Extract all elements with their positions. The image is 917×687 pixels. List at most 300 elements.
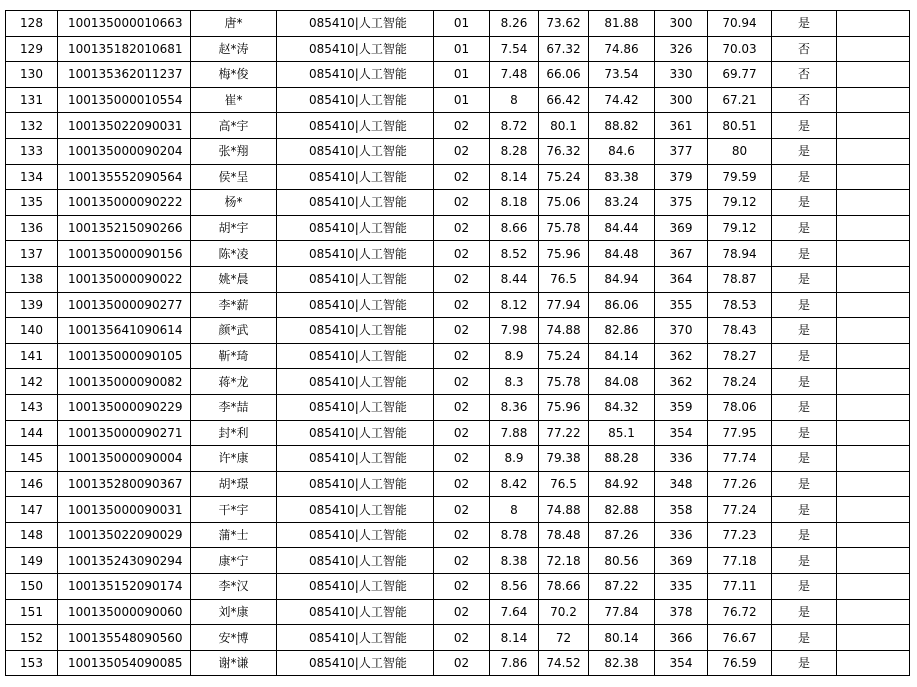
cell-row-number: 130 — [6, 62, 58, 88]
cell-empty — [837, 62, 910, 88]
table-row — [6, 11, 910, 37]
cell-final-score: 79.12 — [708, 190, 772, 216]
cell-direction-code: 01 — [434, 87, 490, 113]
cell-major: 085410|人工智能 — [277, 11, 434, 37]
cell-admitted-flag: 是 — [772, 650, 837, 676]
cell-direction-code: 02 — [434, 138, 490, 164]
cell-admitted-flag: 是 — [772, 292, 837, 318]
cell-score-a: 8.3 — [490, 369, 539, 395]
table-row — [6, 394, 910, 420]
cell-empty — [837, 36, 910, 62]
cell-initial-score: 326 — [655, 36, 708, 62]
cell-exam-id: 100135000090105 — [58, 343, 191, 369]
cell-initial-score: 377 — [655, 138, 708, 164]
table-row — [6, 318, 910, 344]
cell-empty — [837, 215, 910, 241]
cell-major: 085410|人工智能 — [277, 292, 434, 318]
cell-initial-score: 378 — [655, 599, 708, 625]
cell-row-number: 141 — [6, 343, 58, 369]
cell-major: 085410|人工智能 — [277, 548, 434, 574]
cell-score-b: 75.24 — [539, 343, 589, 369]
cell-direction-code: 02 — [434, 574, 490, 600]
cell-row-number: 147 — [6, 497, 58, 523]
cell-empty — [837, 574, 910, 600]
cell-exam-id: 100135000010663 — [58, 11, 191, 37]
cell-total-score: 88.82 — [589, 113, 655, 139]
cell-exam-id: 100135000090082 — [58, 369, 191, 395]
cell-direction-code: 02 — [434, 522, 490, 548]
cell-score-b: 75.96 — [539, 394, 589, 420]
cell-score-a: 7.48 — [490, 62, 539, 88]
cell-exam-id: 100135641090614 — [58, 318, 191, 344]
cell-total-score: 82.38 — [589, 650, 655, 676]
cell-final-score: 69.77 — [708, 62, 772, 88]
cell-row-number: 145 — [6, 446, 58, 472]
cell-candidate-name: 李*薪 — [191, 292, 277, 318]
cell-major: 085410|人工智能 — [277, 241, 434, 267]
cell-empty — [837, 87, 910, 113]
cell-score-b: 67.32 — [539, 36, 589, 62]
cell-empty — [837, 138, 910, 164]
cell-direction-code: 02 — [434, 164, 490, 190]
cell-initial-score: 369 — [655, 548, 708, 574]
cell-empty — [837, 241, 910, 267]
cell-total-score: 84.14 — [589, 343, 655, 369]
cell-total-score: 84.32 — [589, 394, 655, 420]
cell-direction-code: 01 — [434, 62, 490, 88]
cell-total-score: 85.1 — [589, 420, 655, 446]
cell-direction-code: 01 — [434, 36, 490, 62]
cell-final-score: 78.06 — [708, 394, 772, 420]
cell-total-score: 87.22 — [589, 574, 655, 600]
cell-major: 085410|人工智能 — [277, 599, 434, 625]
cell-major: 085410|人工智能 — [277, 87, 434, 113]
cell-direction-code: 02 — [434, 420, 490, 446]
table-row — [6, 113, 910, 139]
cell-score-a: 8.38 — [490, 548, 539, 574]
cell-initial-score: 300 — [655, 11, 708, 37]
table-row — [6, 599, 910, 625]
cell-major: 085410|人工智能 — [277, 650, 434, 676]
cell-admitted-flag: 是 — [772, 497, 837, 523]
cell-initial-score: 362 — [655, 343, 708, 369]
cell-direction-code: 02 — [434, 266, 490, 292]
cell-major: 085410|人工智能 — [277, 215, 434, 241]
cell-row-number: 133 — [6, 138, 58, 164]
cell-candidate-name: 唐* — [191, 11, 277, 37]
cell-initial-score: 355 — [655, 292, 708, 318]
cell-score-b: 80.1 — [539, 113, 589, 139]
cell-score-b: 76.5 — [539, 471, 589, 497]
cell-score-b: 78.48 — [539, 522, 589, 548]
table-row — [6, 241, 910, 267]
cell-admitted-flag: 否 — [772, 87, 837, 113]
cell-initial-score: 379 — [655, 164, 708, 190]
cell-direction-code: 02 — [434, 625, 490, 651]
cell-empty — [837, 420, 910, 446]
cell-candidate-name: 谢*谦 — [191, 650, 277, 676]
cell-exam-id: 100135000090222 — [58, 190, 191, 216]
cell-total-score: 77.84 — [589, 599, 655, 625]
cell-admitted-flag: 是 — [772, 138, 837, 164]
cell-initial-score: 370 — [655, 318, 708, 344]
cell-row-number: 128 — [6, 11, 58, 37]
cell-score-a: 8.12 — [490, 292, 539, 318]
cell-total-score: 80.56 — [589, 548, 655, 574]
cell-candidate-name: 胡*璟 — [191, 471, 277, 497]
cell-total-score: 84.92 — [589, 471, 655, 497]
cell-final-score: 77.24 — [708, 497, 772, 523]
table-row — [6, 369, 910, 395]
cell-direction-code: 02 — [434, 190, 490, 216]
cell-initial-score: 366 — [655, 625, 708, 651]
cell-score-b: 78.66 — [539, 574, 589, 600]
cell-candidate-name: 梅*俊 — [191, 62, 277, 88]
cell-empty — [837, 266, 910, 292]
cell-score-b: 76.5 — [539, 266, 589, 292]
cell-final-score: 77.74 — [708, 446, 772, 472]
cell-major: 085410|人工智能 — [277, 190, 434, 216]
cell-total-score: 84.44 — [589, 215, 655, 241]
cell-initial-score: 361 — [655, 113, 708, 139]
cell-score-b: 74.88 — [539, 497, 589, 523]
table-row — [6, 522, 910, 548]
cell-score-b: 75.96 — [539, 241, 589, 267]
cell-direction-code: 02 — [434, 318, 490, 344]
cell-score-a: 8.14 — [490, 164, 539, 190]
cell-score-a: 8.72 — [490, 113, 539, 139]
cell-empty — [837, 11, 910, 37]
cell-final-score: 77.23 — [708, 522, 772, 548]
cell-final-score: 78.27 — [708, 343, 772, 369]
cell-exam-id: 100135000090156 — [58, 241, 191, 267]
cell-score-a: 7.88 — [490, 420, 539, 446]
cell-candidate-name: 蒋*龙 — [191, 369, 277, 395]
cell-total-score: 74.42 — [589, 87, 655, 113]
cell-score-a: 8.14 — [490, 625, 539, 651]
table-row — [6, 138, 910, 164]
cell-exam-id: 100135000090022 — [58, 266, 191, 292]
cell-score-b: 75.78 — [539, 369, 589, 395]
cell-score-a: 7.54 — [490, 36, 539, 62]
cell-score-b: 77.94 — [539, 292, 589, 318]
cell-admitted-flag: 是 — [772, 394, 837, 420]
cell-score-b: 66.42 — [539, 87, 589, 113]
cell-candidate-name: 陈*凌 — [191, 241, 277, 267]
cell-candidate-name: 高*宇 — [191, 113, 277, 139]
cell-empty — [837, 650, 910, 676]
cell-empty — [837, 446, 910, 472]
cell-exam-id: 100135243090294 — [58, 548, 191, 574]
cell-total-score: 84.6 — [589, 138, 655, 164]
cell-exam-id: 100135215090266 — [58, 215, 191, 241]
cell-initial-score: 359 — [655, 394, 708, 420]
cell-direction-code: 02 — [434, 394, 490, 420]
cell-major: 085410|人工智能 — [277, 343, 434, 369]
cell-final-score: 79.12 — [708, 215, 772, 241]
cell-total-score: 87.26 — [589, 522, 655, 548]
cell-admitted-flag: 是 — [772, 190, 837, 216]
cell-score-a: 8.78 — [490, 522, 539, 548]
cell-score-a: 8.66 — [490, 215, 539, 241]
cell-major: 085410|人工智能 — [277, 522, 434, 548]
cell-major: 085410|人工智能 — [277, 625, 434, 651]
cell-empty — [837, 497, 910, 523]
cell-major: 085410|人工智能 — [277, 446, 434, 472]
cell-total-score: 82.86 — [589, 318, 655, 344]
cell-initial-score: 358 — [655, 497, 708, 523]
cell-exam-id: 100135548090560 — [58, 625, 191, 651]
table-row — [6, 62, 910, 88]
cell-exam-id: 100135280090367 — [58, 471, 191, 497]
cell-initial-score: 300 — [655, 87, 708, 113]
cell-direction-code: 02 — [434, 369, 490, 395]
cell-candidate-name: 封*利 — [191, 420, 277, 446]
cell-direction-code: 02 — [434, 471, 490, 497]
cell-final-score: 67.21 — [708, 87, 772, 113]
cell-direction-code: 02 — [434, 599, 490, 625]
cell-initial-score: 330 — [655, 62, 708, 88]
cell-score-b: 74.52 — [539, 650, 589, 676]
cell-admitted-flag: 是 — [772, 574, 837, 600]
cell-score-a: 8.26 — [490, 11, 539, 37]
cell-row-number: 139 — [6, 292, 58, 318]
cell-empty — [837, 318, 910, 344]
cell-empty — [837, 190, 910, 216]
cell-exam-id: 100135552090564 — [58, 164, 191, 190]
cell-empty — [837, 548, 910, 574]
cell-initial-score: 336 — [655, 522, 708, 548]
cell-score-a: 8.9 — [490, 343, 539, 369]
cell-empty — [837, 292, 910, 318]
cell-admitted-flag: 是 — [772, 11, 837, 37]
cell-exam-id: 100135022090031 — [58, 113, 191, 139]
cell-direction-code: 02 — [434, 215, 490, 241]
cell-initial-score: 369 — [655, 215, 708, 241]
cell-exam-id: 100135152090174 — [58, 574, 191, 600]
cell-exam-id: 100135000090277 — [58, 292, 191, 318]
cell-exam-id: 100135000090031 — [58, 497, 191, 523]
cell-total-score: 80.14 — [589, 625, 655, 651]
cell-row-number: 149 — [6, 548, 58, 574]
cell-admitted-flag: 是 — [772, 471, 837, 497]
cell-row-number: 142 — [6, 369, 58, 395]
cell-final-score: 76.59 — [708, 650, 772, 676]
cell-row-number: 136 — [6, 215, 58, 241]
cell-score-b: 76.32 — [539, 138, 589, 164]
cell-major: 085410|人工智能 — [277, 113, 434, 139]
cell-empty — [837, 599, 910, 625]
cell-candidate-name: 姚*晨 — [191, 266, 277, 292]
cell-score-a: 8.28 — [490, 138, 539, 164]
cell-admitted-flag: 是 — [772, 164, 837, 190]
cell-final-score: 76.72 — [708, 599, 772, 625]
cell-score-b: 66.06 — [539, 62, 589, 88]
cell-final-score: 78.87 — [708, 266, 772, 292]
cell-candidate-name: 安*博 — [191, 625, 277, 651]
cell-major: 085410|人工智能 — [277, 574, 434, 600]
cell-candidate-name: 杨* — [191, 190, 277, 216]
cell-final-score: 70.03 — [708, 36, 772, 62]
cell-final-score: 78.24 — [708, 369, 772, 395]
cell-candidate-name: 李*汉 — [191, 574, 277, 600]
cell-admitted-flag: 是 — [772, 522, 837, 548]
cell-final-score: 78.53 — [708, 292, 772, 318]
cell-score-a: 7.64 — [490, 599, 539, 625]
cell-candidate-name: 颜*武 — [191, 318, 277, 344]
cell-major: 085410|人工智能 — [277, 497, 434, 523]
cell-row-number: 150 — [6, 574, 58, 600]
cell-exam-id: 100135000090271 — [58, 420, 191, 446]
cell-score-a: 8.18 — [490, 190, 539, 216]
cell-direction-code: 02 — [434, 446, 490, 472]
cell-candidate-name: 干*宇 — [191, 497, 277, 523]
cell-exam-id: 100135000090004 — [58, 446, 191, 472]
cell-admitted-flag: 是 — [772, 446, 837, 472]
cell-final-score: 80 — [708, 138, 772, 164]
cell-score-b: 73.62 — [539, 11, 589, 37]
cell-admitted-flag: 是 — [772, 369, 837, 395]
cell-total-score: 73.54 — [589, 62, 655, 88]
cell-score-a: 8.9 — [490, 446, 539, 472]
cell-candidate-name: 侯*呈 — [191, 164, 277, 190]
cell-admitted-flag: 是 — [772, 113, 837, 139]
cell-score-a: 8.44 — [490, 266, 539, 292]
cell-major: 085410|人工智能 — [277, 369, 434, 395]
cell-total-score: 84.48 — [589, 241, 655, 267]
cell-exam-id: 100135362011237 — [58, 62, 191, 88]
cell-row-number: 148 — [6, 522, 58, 548]
cell-empty — [837, 625, 910, 651]
cell-admitted-flag: 否 — [772, 36, 837, 62]
cell-admitted-flag: 是 — [772, 343, 837, 369]
cell-exam-id: 100135182010681 — [58, 36, 191, 62]
table-row — [6, 446, 910, 472]
cell-row-number: 129 — [6, 36, 58, 62]
cell-total-score: 86.06 — [589, 292, 655, 318]
cell-final-score: 70.94 — [708, 11, 772, 37]
cell-total-score: 74.86 — [589, 36, 655, 62]
cell-candidate-name: 张*翔 — [191, 138, 277, 164]
cell-candidate-name: 赵*涛 — [191, 36, 277, 62]
table-row — [6, 548, 910, 574]
cell-major: 085410|人工智能 — [277, 138, 434, 164]
cell-direction-code: 02 — [434, 241, 490, 267]
cell-final-score: 76.67 — [708, 625, 772, 651]
cell-final-score: 79.59 — [708, 164, 772, 190]
cell-admitted-flag: 是 — [772, 420, 837, 446]
cell-initial-score: 364 — [655, 266, 708, 292]
cell-final-score: 77.26 — [708, 471, 772, 497]
cell-empty — [837, 164, 910, 190]
cell-candidate-name: 崔* — [191, 87, 277, 113]
cell-admitted-flag: 是 — [772, 215, 837, 241]
cell-initial-score: 335 — [655, 574, 708, 600]
table-row — [6, 164, 910, 190]
cell-score-b: 77.22 — [539, 420, 589, 446]
cell-admitted-flag: 是 — [772, 625, 837, 651]
cell-score-a: 8.56 — [490, 574, 539, 600]
cell-score-a: 7.86 — [490, 650, 539, 676]
admission-score-table — [5, 10, 910, 676]
cell-exam-id: 100135022090029 — [58, 522, 191, 548]
cell-score-b: 75.06 — [539, 190, 589, 216]
cell-initial-score: 362 — [655, 369, 708, 395]
cell-candidate-name: 康*宁 — [191, 548, 277, 574]
cell-score-a: 8.52 — [490, 241, 539, 267]
table-row — [6, 343, 910, 369]
cell-exam-id: 100135000090229 — [58, 394, 191, 420]
cell-empty — [837, 113, 910, 139]
table-row — [6, 292, 910, 318]
cell-total-score: 81.88 — [589, 11, 655, 37]
cell-major: 085410|人工智能 — [277, 471, 434, 497]
table-row — [6, 497, 910, 523]
table-row — [6, 574, 910, 600]
cell-initial-score: 354 — [655, 420, 708, 446]
cell-row-number: 132 — [6, 113, 58, 139]
cell-total-score: 84.08 — [589, 369, 655, 395]
cell-major: 085410|人工智能 — [277, 318, 434, 344]
cell-direction-code: 02 — [434, 548, 490, 574]
cell-exam-id: 100135000090060 — [58, 599, 191, 625]
cell-admitted-flag: 否 — [772, 62, 837, 88]
cell-admitted-flag: 是 — [772, 266, 837, 292]
cell-initial-score: 348 — [655, 471, 708, 497]
cell-score-a: 8.42 — [490, 471, 539, 497]
cell-score-b: 72.18 — [539, 548, 589, 574]
cell-score-a: 8.36 — [490, 394, 539, 420]
cell-candidate-name: 李*喆 — [191, 394, 277, 420]
cell-final-score: 77.11 — [708, 574, 772, 600]
table-row — [6, 650, 910, 676]
cell-exam-id: 100135000090204 — [58, 138, 191, 164]
cell-initial-score: 354 — [655, 650, 708, 676]
cell-total-score: 88.28 — [589, 446, 655, 472]
cell-score-b: 74.88 — [539, 318, 589, 344]
cell-row-number: 152 — [6, 625, 58, 651]
cell-total-score: 83.38 — [589, 164, 655, 190]
cell-initial-score: 336 — [655, 446, 708, 472]
cell-row-number: 140 — [6, 318, 58, 344]
cell-row-number: 143 — [6, 394, 58, 420]
cell-initial-score: 375 — [655, 190, 708, 216]
cell-admitted-flag: 是 — [772, 318, 837, 344]
cell-score-b: 79.38 — [539, 446, 589, 472]
cell-score-b: 70.2 — [539, 599, 589, 625]
cell-score-b: 72 — [539, 625, 589, 651]
cell-empty — [837, 522, 910, 548]
cell-row-number: 151 — [6, 599, 58, 625]
cell-final-score: 78.94 — [708, 241, 772, 267]
cell-exam-id: 100135054090085 — [58, 650, 191, 676]
cell-direction-code: 02 — [434, 343, 490, 369]
table-row — [6, 420, 910, 446]
cell-direction-code: 02 — [434, 113, 490, 139]
cell-total-score: 83.24 — [589, 190, 655, 216]
cell-row-number: 153 — [6, 650, 58, 676]
cell-direction-code: 02 — [434, 497, 490, 523]
cell-total-score: 84.94 — [589, 266, 655, 292]
cell-row-number: 144 — [6, 420, 58, 446]
cell-candidate-name: 许*康 — [191, 446, 277, 472]
cell-major: 085410|人工智能 — [277, 420, 434, 446]
cell-direction-code: 02 — [434, 650, 490, 676]
cell-row-number: 138 — [6, 266, 58, 292]
cell-major: 085410|人工智能 — [277, 394, 434, 420]
cell-empty — [837, 394, 910, 420]
cell-final-score: 77.95 — [708, 420, 772, 446]
